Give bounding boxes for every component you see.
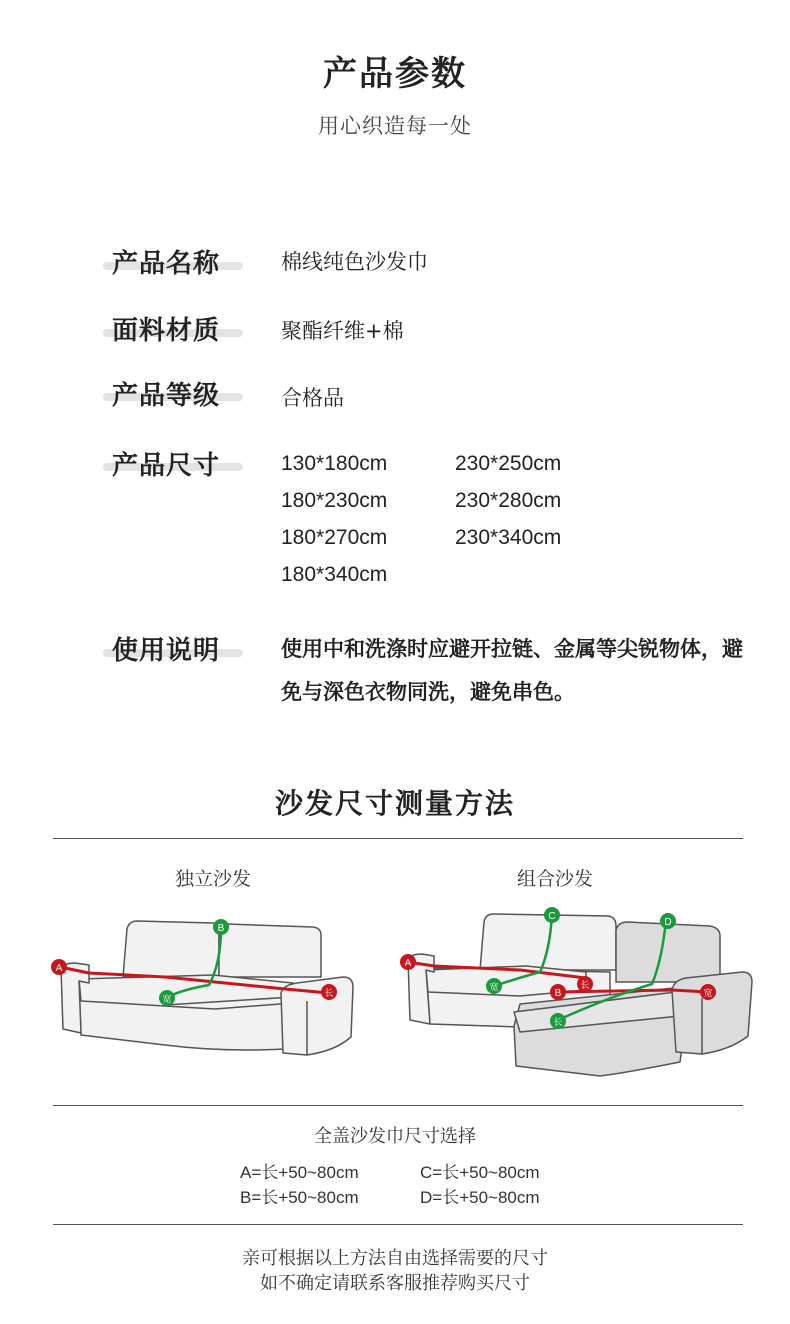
marker-width: [486, 978, 502, 994]
spec-label-size: 产品尺寸: [112, 451, 221, 481]
single-sofa-caption: 独立沙发: [174, 868, 251, 890]
formula-a: A=长+50~80cm: [240, 1163, 359, 1182]
spec-label-grade: 产品等级: [112, 381, 221, 411]
size-option: 130*180cm: [281, 452, 388, 475]
marker-d-label: D: [664, 917, 672, 928]
marker-d: [660, 913, 676, 929]
divider: [53, 1105, 743, 1106]
marker-width-label: 宽: [162, 995, 172, 1005]
divider: [53, 1224, 743, 1225]
spec-label-usage: 使用说明: [112, 636, 221, 666]
marker-b: [213, 919, 229, 935]
size-option: 180*340cm: [281, 563, 388, 586]
formula-b: B=长+50~80cm: [240, 1188, 359, 1207]
marker-length: [550, 1013, 566, 1029]
section-title: 沙发尺寸测量方法: [274, 787, 515, 820]
size-option: 230*280cm: [455, 489, 562, 512]
marker-c-label: C: [548, 911, 556, 922]
footer-note: 亲可根据以上方法自由选择需要的尺寸: [242, 1248, 548, 1269]
combo-sofa-caption: 组合沙发: [516, 868, 593, 890]
marker-b-label: B: [554, 988, 562, 999]
formula-c: C=长+50~80cm: [420, 1163, 540, 1182]
page-title: 产品参数: [323, 54, 467, 94]
size-option: 230*250cm: [455, 452, 562, 475]
combo-sofa-illustration: [390, 900, 760, 1085]
marker-a: [51, 959, 67, 975]
marker-length-label: 长: [580, 981, 590, 991]
size-option: 180*270cm: [281, 526, 388, 549]
spec-value-material: 聚酯纤维+棉: [281, 319, 404, 343]
single-sofa-illustration: [45, 905, 365, 1065]
spec-value-grade: 合格品: [281, 386, 344, 410]
marker-a-label: A: [55, 963, 63, 974]
marker-a: [400, 954, 416, 970]
options-title: 全盖沙发巾尺寸选择: [314, 1126, 476, 1147]
marker-a-label: A: [404, 958, 412, 969]
divider: [53, 838, 743, 839]
size-option: 180*230cm: [281, 489, 388, 512]
marker-width-label: 宽: [703, 989, 713, 999]
spec-label-material: 面料材质: [112, 316, 221, 346]
marker-c: [544, 907, 560, 923]
footer-note: 如不确定请联系客服推荐购买尺寸: [260, 1273, 530, 1294]
formula-d: D=长+50~80cm: [420, 1188, 540, 1207]
spec-value-usage: 使用中和洗涤时应避开拉链、金属等尖锐物体，避免与深色衣物同洗，避免串色。: [281, 637, 743, 704]
marker-width: [159, 990, 175, 1006]
marker-b: [550, 984, 566, 1000]
spec-label-name: 产品名称: [112, 249, 221, 279]
marker-length-label: 长: [324, 989, 334, 999]
page-subtitle: 用心织造每一处: [318, 114, 472, 138]
marker-length: [321, 984, 337, 1000]
marker-width-label: 宽: [489, 983, 499, 993]
marker-length-label: 长: [553, 1018, 563, 1028]
spec-value-name: 棉线纯色沙发巾: [281, 250, 428, 274]
marker-b-label: B: [217, 923, 225, 934]
size-option: 230*340cm: [455, 526, 562, 549]
marker-length: [577, 976, 593, 992]
marker-width: [700, 984, 716, 1000]
